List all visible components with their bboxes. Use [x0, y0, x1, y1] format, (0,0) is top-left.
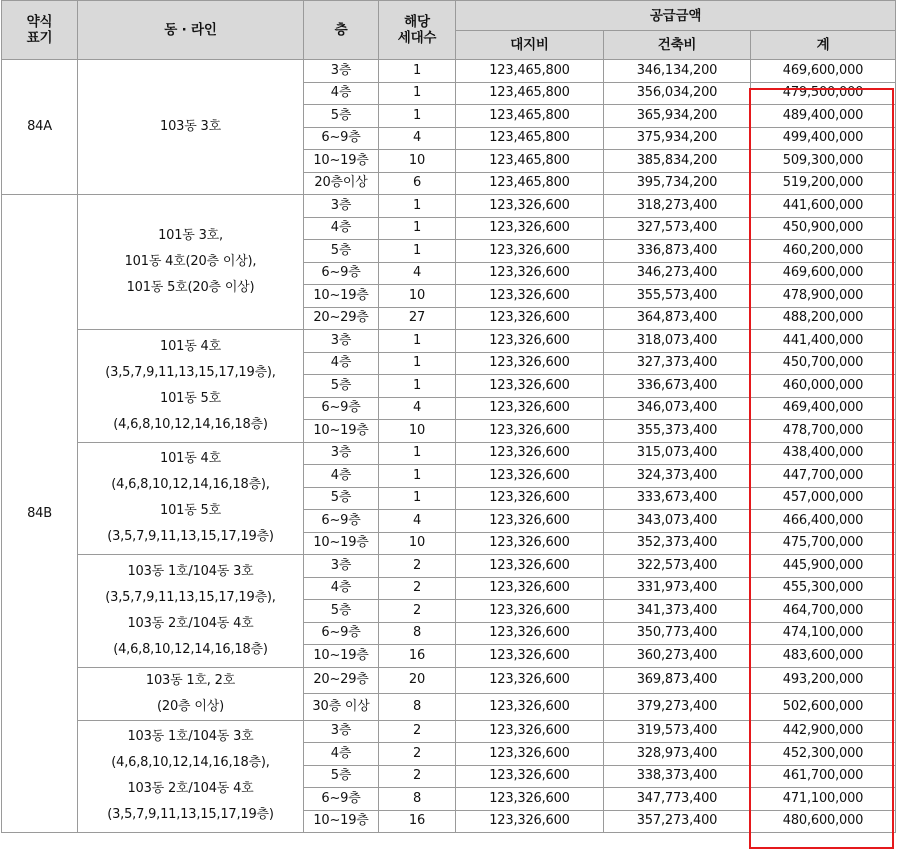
building-cost-cell: 347,773,400	[604, 788, 751, 811]
floor-cell: 6~9층	[304, 510, 379, 533]
building-cost-cell: 333,673,400	[604, 487, 751, 510]
table-row	[2, 442, 896, 465]
total-cell: 480,600,000	[751, 810, 896, 833]
land-cost-cell: 123,326,600	[456, 694, 604, 721]
land-cost-cell: 123,326,600	[456, 442, 604, 465]
total-cell: 460,200,000	[751, 240, 896, 263]
land-cost-cell: 123,326,600	[456, 375, 604, 398]
total-cell: 488,200,000	[751, 307, 896, 330]
land-cost-cell: 123,326,600	[456, 788, 604, 811]
units-cell: 1	[379, 195, 456, 218]
units-cell: 1	[379, 487, 456, 510]
land-cost-cell: 123,326,600	[456, 555, 604, 578]
land-cost-cell: 123,465,800	[456, 105, 604, 128]
floor-cell: 5층	[304, 765, 379, 788]
floor-cell: 4층	[304, 352, 379, 375]
total-cell: 441,400,000	[751, 330, 896, 353]
units-cell: 8	[379, 622, 456, 645]
header-land-cost: 대지비	[456, 31, 604, 60]
floor-cell: 20~29층	[304, 667, 379, 694]
building-line-text: (4,6,8,10,12,14,16,18층),	[111, 755, 270, 771]
table-row	[2, 667, 896, 694]
building-cost-cell: 379,273,400	[604, 694, 751, 721]
land-cost-cell: 123,326,600	[456, 465, 604, 488]
total-cell: 464,700,000	[751, 600, 896, 623]
units-cell: 2	[379, 720, 456, 743]
units-cell: 8	[379, 788, 456, 811]
floor-cell: 4층	[304, 82, 379, 105]
building-line-cell	[78, 60, 304, 195]
building-cost-cell: 375,934,200	[604, 127, 751, 150]
land-cost-cell: 123,326,600	[456, 510, 604, 533]
total-cell: 519,200,000	[751, 172, 896, 195]
header-total: 계	[751, 31, 896, 60]
building-line-text: 103동 1호/104동 3호	[127, 563, 254, 579]
total-cell: 478,700,000	[751, 420, 896, 443]
total-cell: 478,900,000	[751, 285, 896, 308]
units-cell: 10	[379, 150, 456, 173]
building-cost-cell: 395,734,200	[604, 172, 751, 195]
header-units-line2: 세대수	[397, 30, 437, 46]
units-cell: 1	[379, 240, 456, 263]
floor-cell: 10~19층	[304, 420, 379, 443]
building-cost-cell: 318,073,400	[604, 330, 751, 353]
total-cell: 489,400,000	[751, 105, 896, 128]
total-cell: 469,400,000	[751, 397, 896, 420]
building-line-cell	[78, 667, 304, 720]
units-cell: 4	[379, 127, 456, 150]
header-units-line1: 해당	[404, 14, 430, 30]
units-cell: 1	[379, 465, 456, 488]
land-cost-cell: 123,326,600	[456, 622, 604, 645]
total-cell: 466,400,000	[751, 510, 896, 533]
floor-cell: 6~9층	[304, 397, 379, 420]
building-line-text: 103동 3호	[160, 119, 221, 134]
floor-cell: 20층이상	[304, 172, 379, 195]
building-cost-cell: 369,873,400	[604, 667, 751, 694]
units-cell: 1	[379, 330, 456, 353]
floor-cell: 5층	[304, 240, 379, 263]
units-cell: 4	[379, 262, 456, 285]
land-cost-cell: 123,326,600	[456, 307, 604, 330]
floor-cell: 30층 이상	[304, 694, 379, 721]
building-cost-cell: 315,073,400	[604, 442, 751, 465]
total-cell: 438,400,000	[751, 442, 896, 465]
total-cell: 450,900,000	[751, 217, 896, 240]
building-line-text: 103동 2호/104동 4호	[127, 615, 254, 631]
floor-cell: 10~19층	[304, 810, 379, 833]
building-cost-cell: 346,073,400	[604, 397, 751, 420]
building-cost-cell: 385,834,200	[604, 150, 751, 173]
building-line-text: 101동 5호	[160, 503, 221, 519]
header-building-line: 동 · 라인	[78, 1, 304, 60]
units-cell: 6	[379, 172, 456, 195]
building-line-text: 101동 5호	[160, 390, 221, 406]
header-supply-price: 공급금액	[456, 1, 896, 31]
building-line-text: 103동 2호/104동 4호	[127, 781, 254, 797]
building-line-text: 101동 4호	[160, 451, 221, 467]
land-cost-cell: 123,465,800	[456, 127, 604, 150]
building-line-text: (4,6,8,10,12,14,16,18층)	[113, 416, 268, 432]
land-cost-cell: 123,326,600	[456, 420, 604, 443]
header-floor: 층	[304, 1, 379, 60]
units-cell: 20	[379, 667, 456, 694]
floor-cell: 5층	[304, 375, 379, 398]
total-cell: 509,300,000	[751, 150, 896, 173]
total-cell: 457,000,000	[751, 487, 896, 510]
units-cell: 2	[379, 577, 456, 600]
land-cost-cell: 123,326,600	[456, 397, 604, 420]
units-cell: 16	[379, 645, 456, 668]
land-cost-cell: 123,326,600	[456, 645, 604, 668]
building-cost-cell: 341,373,400	[604, 600, 751, 623]
building-cost-cell: 355,373,400	[604, 420, 751, 443]
land-cost-cell: 123,326,600	[456, 765, 604, 788]
price-table-container	[1, 0, 896, 833]
floor-cell: 20~29층	[304, 307, 379, 330]
land-cost-cell: 123,465,800	[456, 150, 604, 173]
units-cell: 27	[379, 307, 456, 330]
land-cost-cell: 123,465,800	[456, 82, 604, 105]
land-cost-cell: 123,326,600	[456, 667, 604, 694]
units-cell: 1	[379, 82, 456, 105]
building-line-text: (3,5,7,9,11,13,15,17,19층)	[107, 529, 274, 545]
units-cell: 10	[379, 285, 456, 308]
supply-price-table	[1, 0, 896, 833]
land-cost-cell: 123,465,800	[456, 172, 604, 195]
total-cell: 452,300,000	[751, 743, 896, 766]
building-line-text: 103동 1호/104동 3호	[127, 729, 254, 745]
table-header	[2, 1, 896, 60]
total-cell: 499,400,000	[751, 127, 896, 150]
floor-cell: 3층	[304, 60, 379, 83]
units-cell: 1	[379, 375, 456, 398]
building-cost-cell: 364,873,400	[604, 307, 751, 330]
floor-cell: 6~9층	[304, 622, 379, 645]
total-cell: 442,900,000	[751, 720, 896, 743]
land-cost-cell: 123,326,600	[456, 720, 604, 743]
floor-cell: 10~19층	[304, 645, 379, 668]
building-cost-cell: 328,973,400	[604, 743, 751, 766]
land-cost-cell: 123,326,600	[456, 285, 604, 308]
building-line-text: 101동 3호,	[158, 228, 223, 243]
table-row	[2, 195, 896, 218]
floor-cell: 3층	[304, 720, 379, 743]
header-type-line1: 약식	[26, 14, 53, 30]
floor-cell: 4층	[304, 465, 379, 488]
building-cost-cell: 319,573,400	[604, 720, 751, 743]
total-cell: 471,100,000	[751, 788, 896, 811]
table-body	[2, 60, 896, 833]
land-cost-cell: 123,326,600	[456, 487, 604, 510]
building-line-text: 101동 5호(20층 이상)	[126, 280, 255, 295]
building-line-cell	[78, 555, 304, 668]
units-cell: 4	[379, 397, 456, 420]
units-cell: 2	[379, 555, 456, 578]
total-cell: 475,700,000	[751, 532, 896, 555]
table-row	[2, 555, 896, 578]
land-cost-cell: 123,326,600	[456, 743, 604, 766]
header-type	[2, 1, 78, 60]
units-cell: 1	[379, 60, 456, 83]
building-line-text: (3,5,7,9,11,13,15,17,19층),	[105, 589, 276, 605]
building-cost-cell: 343,073,400	[604, 510, 751, 533]
floor-cell: 4층	[304, 743, 379, 766]
header-type-line2: 표기	[26, 30, 53, 46]
floor-cell: 4층	[304, 577, 379, 600]
floor-cell: 5층	[304, 600, 379, 623]
units-cell: 2	[379, 600, 456, 623]
building-cost-cell: 350,773,400	[604, 622, 751, 645]
total-cell: 450,700,000	[751, 352, 896, 375]
building-cost-cell: 327,573,400	[604, 217, 751, 240]
total-cell: 455,300,000	[751, 577, 896, 600]
units-cell: 10	[379, 420, 456, 443]
units-cell: 2	[379, 765, 456, 788]
land-cost-cell: 123,326,600	[456, 810, 604, 833]
total-cell: 445,900,000	[751, 555, 896, 578]
land-cost-cell: 123,326,600	[456, 532, 604, 555]
floor-cell: 10~19층	[304, 285, 379, 308]
floor-cell: 10~19층	[304, 532, 379, 555]
building-cost-cell: 356,034,200	[604, 82, 751, 105]
floor-cell: 6~9층	[304, 788, 379, 811]
units-cell: 1	[379, 352, 456, 375]
floor-cell: 6~9층	[304, 127, 379, 150]
units-cell: 16	[379, 810, 456, 833]
type-cell: 84B	[2, 195, 78, 833]
building-cost-cell: 346,273,400	[604, 262, 751, 285]
building-cost-cell: 327,373,400	[604, 352, 751, 375]
units-cell: 2	[379, 743, 456, 766]
header-units	[379, 1, 456, 60]
building-line-text: 103동 1호, 2호	[145, 672, 236, 688]
building-line-cell	[78, 442, 304, 555]
building-line-text: (20층 이상)	[157, 698, 224, 714]
building-line-cell	[78, 720, 304, 833]
units-cell: 10	[379, 532, 456, 555]
land-cost-cell: 123,465,800	[456, 60, 604, 83]
floor-cell: 5층	[304, 487, 379, 510]
land-cost-cell: 123,326,600	[456, 577, 604, 600]
building-cost-cell: 318,273,400	[604, 195, 751, 218]
floor-cell: 3층	[304, 442, 379, 465]
building-line-text: 101동 4호(20층 이상),	[124, 254, 257, 269]
total-cell: 441,600,000	[751, 195, 896, 218]
floor-cell: 3층	[304, 555, 379, 578]
building-cost-cell: 324,373,400	[604, 465, 751, 488]
land-cost-cell: 123,326,600	[456, 240, 604, 263]
building-line-text: 101동 4호	[160, 338, 221, 354]
type-cell: 84A	[2, 60, 78, 195]
total-cell: 461,700,000	[751, 765, 896, 788]
building-cost-cell: 357,273,400	[604, 810, 751, 833]
floor-cell: 4층	[304, 217, 379, 240]
building-line-text: (4,6,8,10,12,14,16,18층),	[111, 477, 270, 493]
building-line-text: (3,5,7,9,11,13,15,17,19층),	[105, 364, 276, 380]
total-cell: 479,500,000	[751, 82, 896, 105]
building-cost-cell: 360,273,400	[604, 645, 751, 668]
land-cost-cell: 123,326,600	[456, 195, 604, 218]
building-cost-cell: 365,934,200	[604, 105, 751, 128]
building-line-cell	[78, 195, 304, 330]
header-building-cost: 건축비	[604, 31, 751, 60]
building-cost-cell: 346,134,200	[604, 60, 751, 83]
total-cell: 474,100,000	[751, 622, 896, 645]
floor-cell: 6~9층	[304, 262, 379, 285]
total-cell: 483,600,000	[751, 645, 896, 668]
building-cost-cell: 336,673,400	[604, 375, 751, 398]
units-cell: 4	[379, 510, 456, 533]
building-line-text: (4,6,8,10,12,14,16,18층)	[113, 641, 268, 657]
floor-cell: 3층	[304, 195, 379, 218]
building-cost-cell: 352,373,400	[604, 532, 751, 555]
building-cost-cell: 355,573,400	[604, 285, 751, 308]
units-cell: 1	[379, 105, 456, 128]
land-cost-cell: 123,326,600	[456, 330, 604, 353]
total-cell: 469,600,000	[751, 60, 896, 83]
building-cost-cell: 336,873,400	[604, 240, 751, 263]
table-row	[2, 60, 896, 83]
floor-cell: 3층	[304, 330, 379, 353]
land-cost-cell: 123,326,600	[456, 600, 604, 623]
total-cell: 460,000,000	[751, 375, 896, 398]
table-row	[2, 720, 896, 743]
floor-cell: 10~19층	[304, 150, 379, 173]
building-cost-cell: 331,973,400	[604, 577, 751, 600]
total-cell: 502,600,000	[751, 694, 896, 721]
floor-cell: 5층	[304, 105, 379, 128]
units-cell: 8	[379, 694, 456, 721]
land-cost-cell: 123,326,600	[456, 262, 604, 285]
building-line-text: (3,5,7,9,11,13,15,17,19층)	[107, 807, 274, 823]
total-cell: 469,600,000	[751, 262, 896, 285]
units-cell: 1	[379, 217, 456, 240]
table-row	[2, 330, 896, 353]
building-line-cell	[78, 330, 304, 443]
units-cell: 1	[379, 442, 456, 465]
building-cost-cell: 322,573,400	[604, 555, 751, 578]
land-cost-cell: 123,326,600	[456, 217, 604, 240]
land-cost-cell: 123,326,600	[456, 352, 604, 375]
total-cell: 447,700,000	[751, 465, 896, 488]
total-cell: 493,200,000	[751, 667, 896, 694]
building-cost-cell: 338,373,400	[604, 765, 751, 788]
